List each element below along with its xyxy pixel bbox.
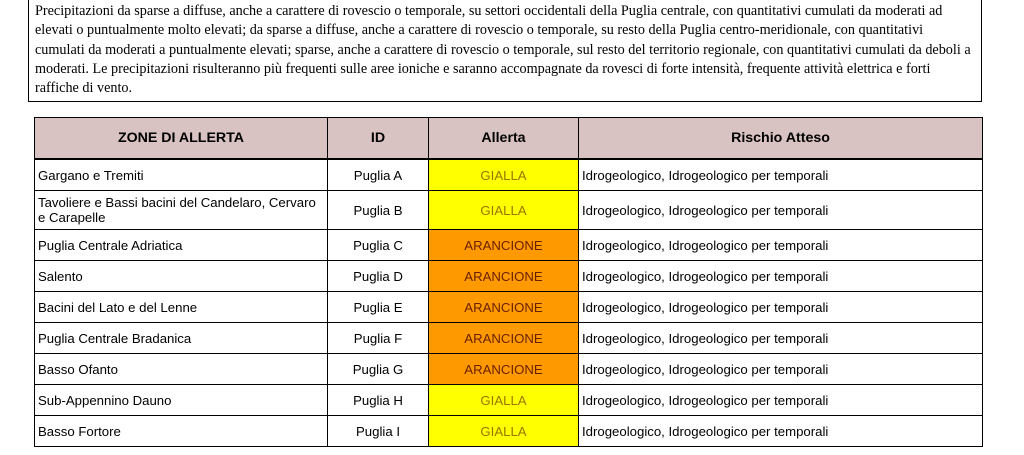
risk-cell: Idrogeologico, Idrogeologico per temporali: [579, 191, 983, 230]
risk-cell: Idrogeologico, Idrogeologico per temporali: [579, 292, 983, 323]
id-cell: Puglia C: [328, 230, 429, 261]
header-risk: Rischio Atteso: [579, 118, 983, 160]
id-cell: Puglia I: [328, 416, 429, 447]
zone-cell: Gargano e Tremiti: [35, 159, 328, 191]
header-alert: Allerta: [429, 118, 579, 160]
table-row: [35, 261, 983, 292]
forecast-text-box: [28, 0, 982, 102]
table-row: [35, 385, 983, 416]
table-body: [35, 159, 983, 447]
header-id: ID: [328, 118, 429, 160]
risk-cell: Idrogeologico, Idrogeologico per temporali: [579, 261, 983, 292]
table-row: [35, 230, 983, 261]
alert-zones-table: [34, 117, 983, 447]
risk-cell: Idrogeologico, Idrogeologico per temporali: [579, 416, 983, 447]
alert-level-cell: ARANCIONE: [429, 230, 579, 261]
id-cell: Puglia B: [328, 191, 429, 230]
alert-level-cell: ARANCIONE: [429, 261, 579, 292]
zone-cell: Salento: [35, 261, 328, 292]
risk-cell: Idrogeologico, Idrogeologico per temporali: [579, 323, 983, 354]
alert-level-cell: GIALLA: [429, 385, 579, 416]
risk-cell: Idrogeologico, Idrogeologico per temporali: [579, 159, 983, 191]
table-header-row: [35, 118, 983, 160]
id-cell: Puglia D: [328, 261, 429, 292]
alert-level-cell: ARANCIONE: [429, 323, 579, 354]
zone-cell: Puglia Centrale Adriatica: [35, 230, 328, 261]
zone-cell: Bacini del Lato e del Lenne: [35, 292, 328, 323]
table-row: [35, 191, 983, 230]
header-zone: ZONE DI ALLERTA: [35, 118, 328, 160]
alert-level-cell: GIALLA: [429, 159, 579, 191]
id-cell: Puglia F: [328, 323, 429, 354]
alert-level-cell: GIALLA: [429, 416, 579, 447]
table-row: [35, 292, 983, 323]
alert-level-cell: ARANCIONE: [429, 292, 579, 323]
zone-cell: Basso Fortore: [35, 416, 328, 447]
zone-cell: Tavoliere e Bassi bacini del Candelaro, Cervaro e Carapelle: [35, 191, 328, 230]
zone-cell: Puglia Centrale Bradanica: [35, 323, 328, 354]
zone-cell: Sub-Appennino Dauno: [35, 385, 328, 416]
zone-cell: Basso Ofanto: [35, 354, 328, 385]
id-cell: Puglia E: [328, 292, 429, 323]
forecast-description: Precipitazioni da sparse a diffuse, anche a carattere di rovescio o temporale, su settori occidentali della Puglia centrale, con quantitativi cumulati da moderati ad elevati o puntualmente molto elevati; da sparse a diffuse, anche a carattere di rovescio o temporale, su resto della Puglia centro-meridionale, con quantitativi cumulati da moderati a puntualmente elevati; sparse, anche a carattere di rovescio o temporale, sul resto del territorio regionale, con quantitativi cumulati da deboli a moderati. Le precipitazioni risulteranno più frequenti sulle aree ioniche e saranno accompagnate da rovesci di forte intensità, frequente attività elettrica e forti raffiche di vento.: [35, 3, 971, 97]
id-cell: Puglia H: [328, 385, 429, 416]
alert-level-cell: ARANCIONE: [429, 354, 579, 385]
table-row: [35, 323, 983, 354]
table-row: [35, 416, 983, 447]
alert-level-cell: GIALLA: [429, 191, 579, 230]
id-cell: Puglia A: [328, 159, 429, 191]
table-row: [35, 159, 983, 191]
risk-cell: Idrogeologico, Idrogeologico per temporali: [579, 230, 983, 261]
table-row: [35, 354, 983, 385]
risk-cell: Idrogeologico, Idrogeologico per temporali: [579, 354, 983, 385]
id-cell: Puglia G: [328, 354, 429, 385]
risk-cell: Idrogeologico, Idrogeologico per temporali: [579, 385, 983, 416]
